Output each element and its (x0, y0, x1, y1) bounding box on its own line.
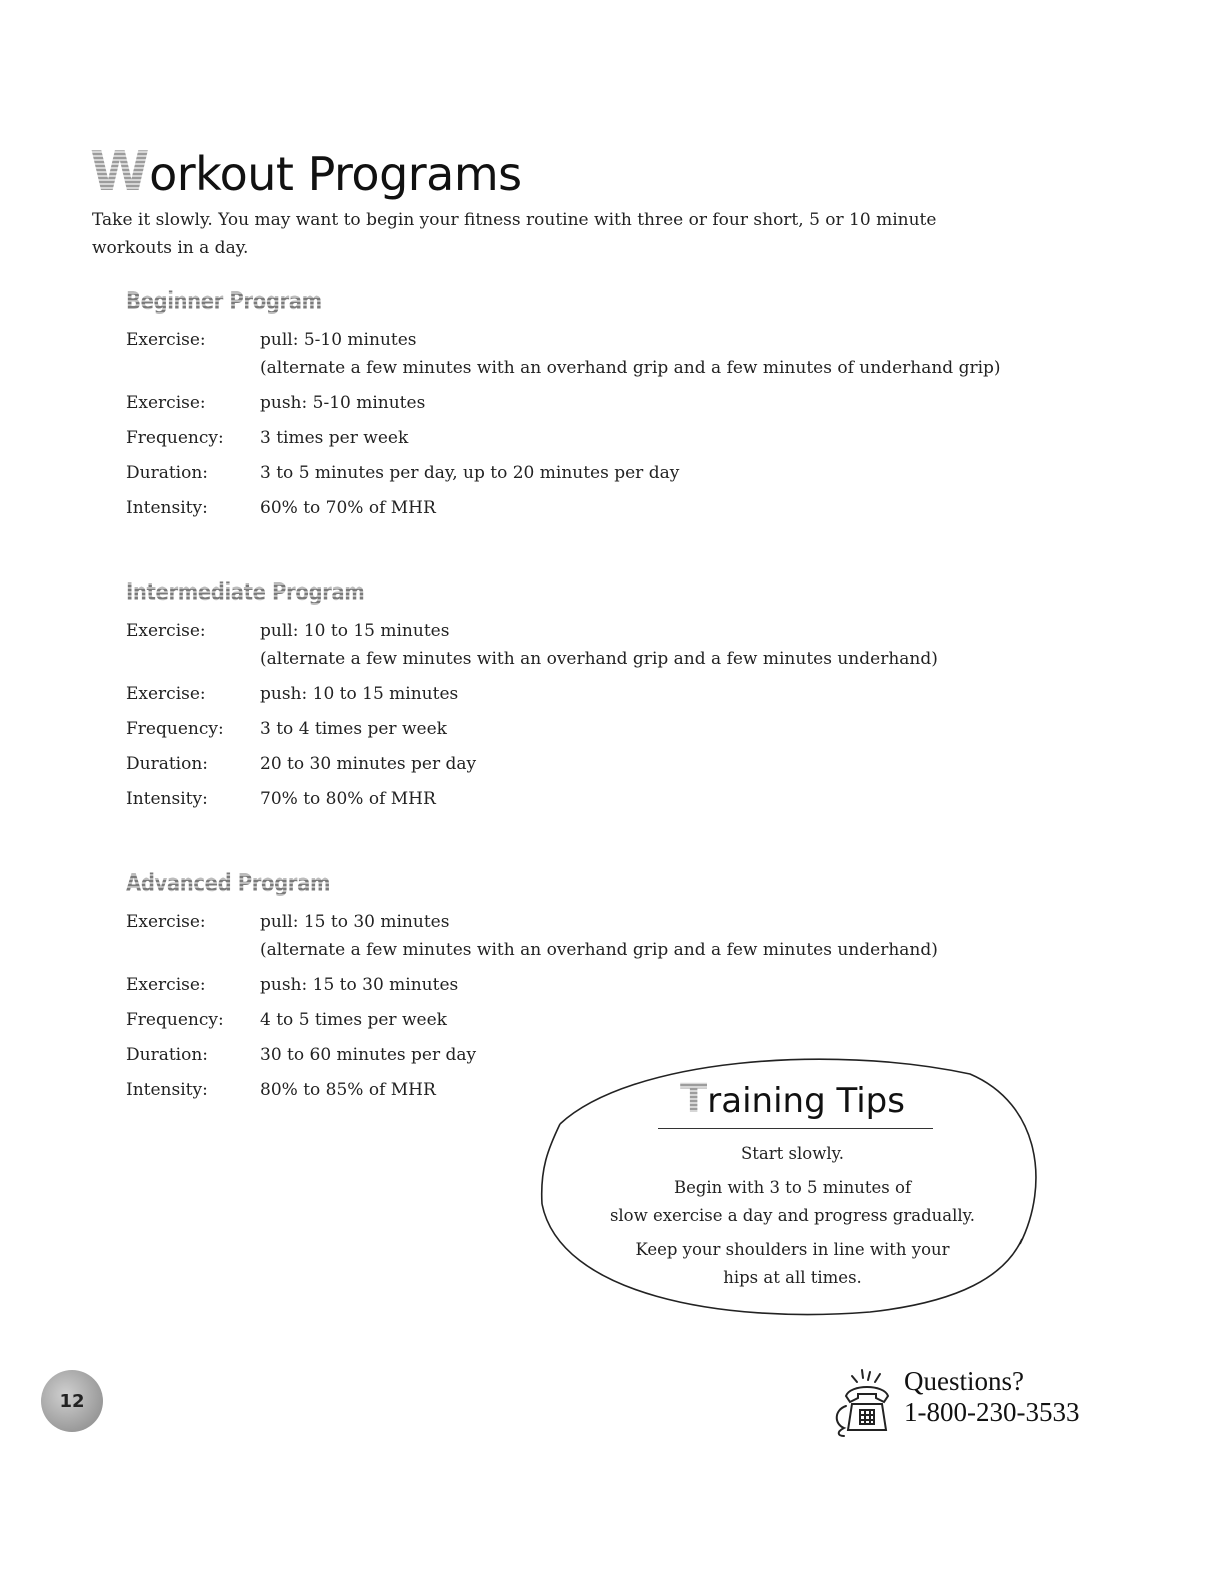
tips-drop-cap: T (680, 1076, 708, 1122)
row-value: push: 5-10 minutes (260, 393, 426, 413)
tip-shoulders-line1: Keep your shoulders in line with your (635, 1240, 950, 1259)
row-value: push: 10 to 15 minutes (260, 684, 459, 704)
row-value-text: pull: 10 to 15 minutes (260, 621, 450, 641)
page-number: 12 (41, 1370, 103, 1432)
row-value: 60% to 70% of MHR (260, 498, 436, 518)
row-label: Exercise: (126, 912, 206, 932)
row-value (260, 326, 1001, 382)
row-value: 4 to 5 times per week (260, 1010, 447, 1030)
tip-shoulders-line2: hips at all times. (723, 1268, 862, 1287)
row-value: 70% to 80% of MHR (260, 789, 436, 809)
tip-begin-line1: Begin with 3 to 5 minutes of (673, 1178, 912, 1197)
advanced-program-title: Advanced Program (126, 864, 864, 902)
program-row (126, 494, 1026, 522)
intro-text: Take it slowly. You may want to begin your fitness routine with three or four short, 5 or 10 minute workouts in a day. (92, 210, 937, 258)
training-tips-title (680, 1074, 905, 1126)
training-tips-box (540, 1054, 1045, 1319)
program-row (126, 1006, 1026, 1034)
row-label: Duration: (126, 1045, 209, 1065)
program-row (126, 715, 1026, 743)
program-row (126, 680, 1026, 708)
row-label: Intensity: (126, 498, 208, 518)
program-row (126, 326, 1026, 382)
row-label: Exercise: (126, 621, 206, 641)
tips-divider (658, 1128, 933, 1129)
telephone-icon (830, 1366, 898, 1438)
row-value: 3 to 5 minutes per day, up to 20 minutes per day (260, 463, 680, 483)
intermediate-program-section (126, 573, 1026, 820)
page-title (90, 140, 522, 206)
tip-begin (580, 1174, 1005, 1230)
row-value: 3 times per week (260, 428, 409, 448)
row-label: Frequency: (126, 1010, 224, 1030)
row-note: (alternate a few minutes with an overhand grip and a few minutes underhand) (260, 940, 938, 960)
tip-start-slowly: Start slowly. (741, 1144, 844, 1163)
row-label: Exercise: (126, 393, 206, 413)
contact-phone-number[interactable]: 1-800-230-3533 (904, 1397, 1080, 1427)
program-row (126, 459, 1026, 487)
program-row (126, 617, 1026, 673)
row-label: Duration: (126, 463, 209, 483)
row-label: Exercise: (126, 684, 206, 704)
row-value: 3 to 4 times per week (260, 719, 447, 739)
beginner-program-section (126, 282, 1026, 529)
tip-shoulders (580, 1236, 1005, 1292)
program-row (126, 424, 1026, 452)
row-label: Exercise: (126, 330, 206, 350)
row-value (260, 617, 938, 673)
program-row (126, 389, 1026, 417)
row-label: Frequency: (126, 719, 224, 739)
title-rest: orkout Programs (149, 147, 522, 201)
row-label: Exercise: (126, 975, 206, 995)
row-value: 20 to 30 minutes per day (260, 754, 477, 774)
row-label: Intensity: (126, 1080, 208, 1100)
beginner-program-title: Beginner Program (126, 282, 864, 320)
program-row (126, 971, 1026, 999)
row-value: 30 to 60 minutes per day (260, 1045, 477, 1065)
contact-block (830, 1362, 1100, 1442)
row-value-text: pull: 15 to 30 minutes (260, 912, 450, 932)
title-drop-cap: W (90, 140, 150, 203)
contact-question: Questions? (904, 1366, 1024, 1396)
row-value-text: pull: 5-10 minutes (260, 330, 417, 350)
program-row (126, 785, 1026, 813)
row-note: (alternate a few minutes with an overhand grip and a few minutes underhand) (260, 649, 938, 669)
tips-text (580, 1140, 1005, 1298)
tip-begin-line2: slow exercise a day and progress gradually. (609, 1206, 976, 1225)
row-note: (alternate a few minutes with an overhand grip and a few minutes of underhand grip) (260, 358, 1001, 378)
row-label: Duration: (126, 754, 209, 774)
intermediate-program-title: Intermediate Program (126, 573, 864, 611)
row-value (260, 908, 938, 964)
tips-title-rest: raining Tips (707, 1081, 905, 1121)
program-row (126, 908, 1026, 964)
row-label: Intensity: (126, 789, 208, 809)
program-row (126, 750, 1026, 778)
row-label: Frequency: (126, 428, 224, 448)
row-value: 80% to 85% of MHR (260, 1080, 436, 1100)
row-value: push: 15 to 30 minutes (260, 975, 459, 995)
